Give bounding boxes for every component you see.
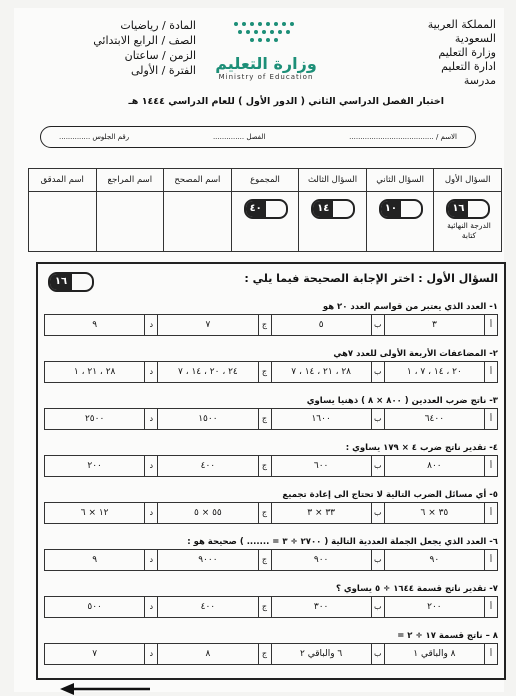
option-value[interactable]: ٥٥ × ٥ (157, 503, 257, 523)
option-letter: ب (371, 409, 384, 429)
score-pill (379, 199, 423, 219)
option-letter: د (144, 597, 157, 617)
header-right-line: وزارة التعليم (438, 46, 496, 59)
question-text: ٨ – ناتج قسمة ١٧ ÷ ٢ = (397, 631, 498, 641)
header-right (386, 18, 496, 88)
grade-col-header: السؤال الثاني (367, 169, 434, 192)
option-value[interactable]: ٥ (271, 315, 371, 335)
option-value[interactable]: ٣ (384, 315, 484, 335)
grade-col-header: اسم المصحح (164, 169, 231, 192)
header-left-line: الفترة / الأولى (131, 64, 196, 77)
option-letter: ج (258, 550, 271, 570)
question-text: ٥- أي مسائل الضرب التالية لا تحتاج الى إعادة تجميع (282, 490, 498, 500)
option-letter: ب (371, 503, 384, 523)
option-value[interactable]: ٥٠٠ (87, 602, 102, 612)
option-value[interactable]: ٨٠٠ (384, 456, 484, 476)
option-value[interactable]: ٢٥٠٠ (84, 414, 105, 424)
option-letter: ب (371, 644, 384, 664)
option-letter: ب (371, 362, 384, 382)
grade-col-q1 (433, 169, 501, 251)
option-value[interactable]: ٨ (157, 644, 257, 664)
exam-page (14, 8, 504, 692)
options-row (44, 643, 498, 665)
option-value[interactable]: ٩٠٠٠ (157, 550, 257, 570)
option-value[interactable]: ٩٠ (384, 550, 484, 570)
grade-col-header: اسم المدقق (29, 169, 96, 192)
name-field: الاسم / ...................................... (349, 133, 457, 141)
option-value[interactable]: ٣٥ × ٦ (384, 503, 484, 523)
option-value[interactable]: ١٥٠٠ (157, 409, 257, 429)
question-text: ٦- العدد الذي يجعل الجملة العددية التالية ( ٢٧٠٠ ÷ ٣ = ....... ) صحيحة هو : (187, 537, 498, 547)
logo-dots-icon (216, 16, 316, 46)
question-item (44, 535, 498, 571)
final-grade-note: الدرجة النهائية كتابة (447, 221, 491, 240)
option-letter: أ (484, 550, 497, 570)
option-letter: أ (484, 503, 497, 523)
question-text: ٣- ناتج ضرب العددين ( ٨٠٠ × ٨ ) ذهنيا يساوي (306, 396, 498, 406)
option-letter: ب (371, 315, 384, 335)
option-letter: ج (258, 597, 271, 617)
option-value[interactable]: ٨ والباقي ١ (384, 644, 484, 664)
grade-col-corrector (163, 169, 231, 251)
option-letter: ج (258, 644, 271, 664)
options-row (44, 549, 498, 571)
option-letter: ج (258, 362, 271, 382)
header-left-line: الزمن / ساعتان (124, 49, 196, 62)
grade-col-q3 (298, 169, 366, 251)
option-value[interactable]: ٢٤ ، ٢٠ ، ١٤ ، ٧ (157, 362, 257, 382)
grade-col-q2 (366, 169, 434, 251)
option-letter: د (144, 409, 157, 429)
option-value[interactable]: ١٢ × ٦ (80, 508, 109, 518)
option-value[interactable]: ٢٠٠ (384, 597, 484, 617)
grade-col-header: السؤال الثالث (299, 169, 366, 192)
class-field: الفصل .............. (212, 133, 266, 141)
option-letter: د (144, 362, 157, 382)
option-letter: أ (484, 409, 497, 429)
score-pill (446, 199, 490, 219)
grade-col-reviewer (96, 169, 164, 251)
option-value[interactable]: ٤٠٠ (157, 597, 257, 617)
header-left-line: الصف / الرابع الابتدائي (93, 34, 196, 47)
option-letter: أ (484, 644, 497, 664)
header-right-line: السعودية (454, 32, 496, 45)
option-letter: د (144, 644, 157, 664)
header-right-line: المملكة العربية (427, 18, 496, 31)
question-item (44, 582, 498, 618)
grade-col-total (231, 169, 299, 251)
options-row (44, 361, 498, 383)
header-left (46, 18, 196, 78)
option-value[interactable]: ٧ (157, 315, 257, 335)
option-letter: أ (484, 456, 497, 476)
options-row (44, 596, 498, 618)
options-row (44, 314, 498, 336)
ministry-logo (206, 16, 326, 88)
score-value: ٤٠ (246, 201, 266, 217)
question-text: ٧- تقدير ناتج قسمة ١٦٤٤ ÷ ٥ يساوي ؟ (335, 584, 498, 594)
header-right-line: ادارة التعليم (441, 60, 496, 73)
question-text: ٤- تقدير ناتج ضرب ٤ × ١٧٩ يساوي : (345, 443, 498, 453)
grade-col-header: السؤال الأول (434, 169, 501, 192)
exam-title: اختبار الفصل الدراسي الثاني ( الدور الأول ) للعام الدراسي ١٤٤٤ هـ (128, 96, 444, 107)
question-item (44, 629, 498, 665)
left-arrow-icon (60, 682, 152, 696)
grades-table (28, 168, 502, 252)
grade-col-header: اسم المراجع (97, 169, 164, 192)
option-value[interactable]: ٩ (92, 320, 98, 330)
option-letter: أ (484, 362, 497, 382)
option-value[interactable]: ٣٠٠ (271, 597, 371, 617)
question-item (44, 394, 498, 430)
question-item (44, 347, 498, 383)
options-row (44, 502, 498, 524)
option-value[interactable]: ٢٠٠ (87, 461, 102, 471)
option-letter: ب (371, 456, 384, 476)
option-value[interactable]: ٦٤٠٠ (384, 409, 484, 429)
option-letter: ج (258, 409, 271, 429)
section-score-pill (48, 272, 94, 292)
option-letter: د (144, 550, 157, 570)
option-letter: ب (371, 597, 384, 617)
option-value[interactable]: ٧ (92, 649, 98, 659)
logo-word: وزارة التعليم (215, 54, 317, 73)
option-value[interactable]: ٩ (92, 555, 98, 565)
option-value[interactable]: ٦ والباقي ٢ (271, 644, 371, 664)
option-letter: أ (484, 315, 497, 335)
options-row (44, 455, 498, 477)
option-value[interactable]: ٢٨ ، ٢١ ، ١ (73, 367, 116, 377)
section-heading: السؤال الأول : اختر الإجابة الصحيحة فيما يلي : (244, 272, 498, 285)
score-pill (244, 199, 288, 219)
score-value: ١٦ (448, 201, 468, 217)
grade-col-header: المجموع (232, 169, 299, 192)
score-pill (311, 199, 355, 219)
student-info-box (40, 126, 476, 148)
option-letter: ب (371, 550, 384, 570)
option-value[interactable]: ١٦٠٠ (271, 409, 371, 429)
seat-field: رقم الجلوس .............. (59, 133, 130, 141)
score-value: ١٤ (313, 201, 333, 217)
option-value[interactable]: ٦٠٠ (271, 456, 371, 476)
option-letter: د (144, 315, 157, 335)
logo-eng: Ministry of Education (218, 73, 314, 81)
option-value[interactable]: ٢٠ ، ١٤ ، ٧ ، ١ (384, 362, 484, 382)
question-text: ١- العدد الذي يعتبر من قواسم العدد ٢٠ هو (322, 302, 498, 312)
option-letter: ج (258, 503, 271, 523)
question-section (36, 262, 506, 680)
question-item (44, 300, 498, 336)
option-value[interactable]: ٤٠٠ (157, 456, 257, 476)
option-letter: أ (484, 597, 497, 617)
option-value[interactable]: ٣٣ × ٣ (271, 503, 371, 523)
header-right-line: مدرسة (463, 74, 496, 87)
grade-col-auditor (29, 169, 96, 251)
question-item (44, 488, 498, 524)
section-score: ١٦ (50, 274, 72, 290)
option-value[interactable]: ٢٨ ، ٢١ ، ١٤ ، ٧ (271, 362, 371, 382)
header-left-line: المادة / رياضيات (120, 19, 196, 32)
option-letter: د (144, 503, 157, 523)
option-letter: د (144, 456, 157, 476)
question-text: ٢- المضاعفات الأربعة الأولى للعدد ٧هي (333, 349, 498, 359)
options-row (44, 408, 498, 430)
option-value[interactable]: ٩٠٠ (271, 550, 371, 570)
score-value: ١٠ (381, 201, 401, 217)
option-letter: ج (258, 456, 271, 476)
question-item (44, 441, 498, 477)
option-letter: ج (258, 315, 271, 335)
